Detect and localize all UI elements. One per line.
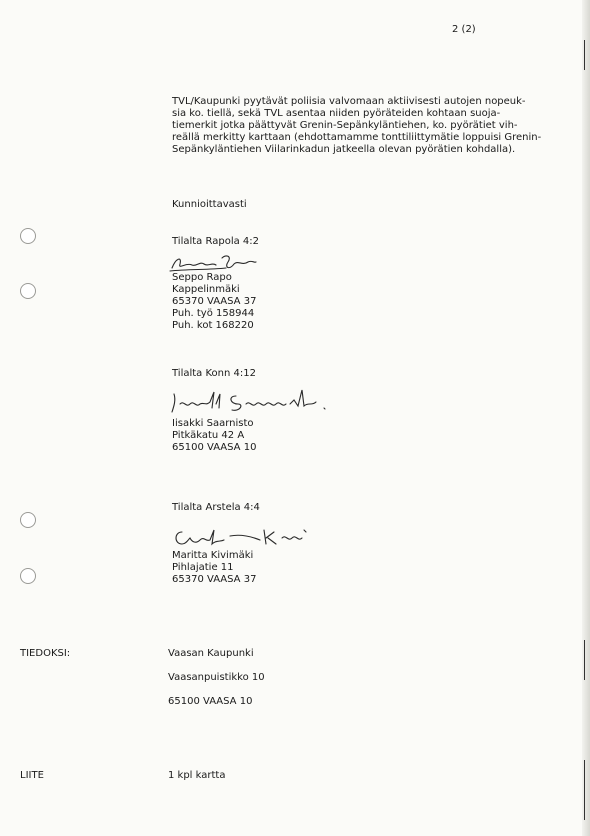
signature-iisakki-saarnisto bbox=[166, 386, 336, 416]
signatory-phone-home: Puh. kot 168220 bbox=[172, 320, 254, 331]
edge-mark bbox=[584, 640, 585, 680]
paragraph-line: Sepänkyläntiehen Viilarinkadun jatkeella olevan pyörätien kohdalla). bbox=[172, 144, 516, 155]
signatory-name: Maritta Kivimäki bbox=[172, 550, 254, 561]
punch-hole bbox=[20, 568, 36, 584]
estate-label: Tilalta Konn 4:12 bbox=[172, 368, 256, 379]
signatory-name: Iisakki Saarnisto bbox=[172, 418, 254, 429]
signatory-phone-work: Puh. työ 158944 bbox=[172, 308, 255, 319]
estate-label: Tilalta Rapola 4:2 bbox=[172, 236, 259, 247]
paragraph-line: sia ko. tiellä, sekä TVL asentaa niiden pyöräteiden kohtaan suoja- bbox=[172, 108, 501, 119]
closing-phrase: Kunnioittavasti bbox=[172, 199, 247, 210]
edge-mark bbox=[584, 760, 585, 820]
signature-maritta-kivimaki bbox=[170, 524, 310, 550]
edge-mark bbox=[584, 40, 585, 70]
signatory-postal: 65100 VAASA 10 bbox=[172, 442, 257, 453]
page-edge bbox=[582, 0, 590, 836]
punch-hole bbox=[20, 283, 36, 299]
paragraph-line: tiemerkit jotka päättyvät Grenin-Sepänkyläntiehen, ko. pyörätiet vih- bbox=[172, 120, 518, 131]
attachment-text: 1 kpl kartta bbox=[168, 770, 226, 781]
signature-seppo-rapo bbox=[168, 252, 258, 274]
signatory-postal: 65370 VAASA 37 bbox=[172, 574, 257, 585]
recipient-name: Vaasan Kaupunki bbox=[168, 648, 254, 659]
signatory-address: Pitkäkatu 42 A bbox=[172, 430, 245, 441]
estate-label: Tilalta Arstela 4:4 bbox=[172, 502, 260, 513]
signatory-address: Pihlajatie 11 bbox=[172, 562, 234, 573]
signatory-address: Kappelinmäki bbox=[172, 284, 240, 295]
tiedoksi-label: TIEDOKSI: bbox=[20, 648, 71, 659]
page-number: 2 (2) bbox=[452, 24, 476, 35]
paragraph-line: TVL/Kaupunki pyytävät poliisia valvomaan aktiivisesti autojen nopeuk- bbox=[172, 96, 526, 107]
recipient-address: Vaasanpuistikko 10 bbox=[168, 672, 265, 683]
body-paragraph bbox=[172, 96, 552, 156]
liite-label: LIITE bbox=[20, 770, 44, 781]
signatory-postal: 65370 VAASA 37 bbox=[172, 296, 257, 307]
recipient-postal: 65100 VAASA 10 bbox=[168, 696, 253, 707]
signatory-name: Seppo Rapo bbox=[172, 272, 232, 283]
punch-hole bbox=[20, 512, 36, 528]
punch-hole bbox=[20, 228, 36, 244]
paragraph-line: reällä merkitty karttaan (ehdottamamme tonttiliittymätie loppuisi Grenin- bbox=[172, 132, 542, 143]
